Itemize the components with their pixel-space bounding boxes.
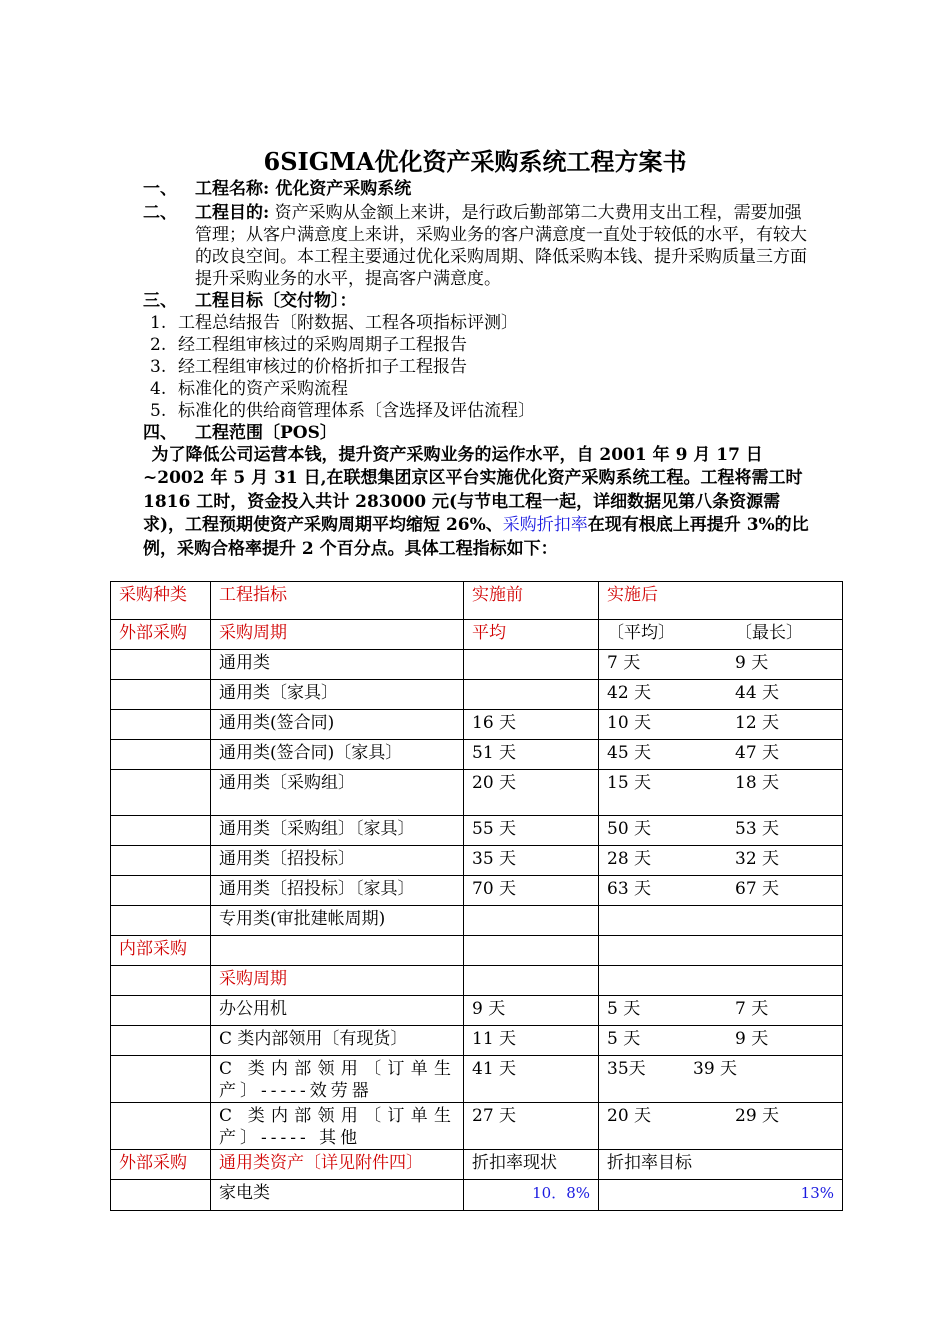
- table-row: 办公用机 9 天 5 天 7 天: [111, 996, 843, 1026]
- table-row: 内部采购: [111, 936, 843, 966]
- scope-text-1: 为了降低公司运营本钱，提升资产采购业务的运作水平，自 2001 年 9 月 17 日 ~2002 年 5 月 31 日,在联想集团京区平台实施优化资产采购系统工程。工程将需工时 1816 工时，资金投入共计 283000 元(与节电工程一起，详细数据见第八条资源需求)，工程预期使资产采购周期平均缩短 26%、: [143, 445, 803, 536]
- header-indicator: 工程指标: [211, 582, 464, 620]
- table-row: 通用类〔招投标〕〔家具〕 70 天 63 天 67 天: [111, 876, 843, 906]
- section-3-number: 三、: [143, 291, 177, 311]
- scope-text-2: 在现有根底上再提升 3%的比例，采购合格率提升 2 个百分点。具体工程指标如下：: [143, 515, 809, 559]
- section-1-label: 工程名称:: [195, 179, 270, 199]
- section-1-text: 优化资产采购系统: [269, 179, 412, 199]
- table-row: 通用类(签合同) 16 天 10 天 12 天: [111, 710, 843, 740]
- section-2-label: 工程目的:: [195, 203, 270, 223]
- table-row: C 类内部领用〔订单生产〕----- 其他 27 天 20 天 29 天: [111, 1103, 843, 1150]
- list-item: 5. 标准化的供给商管理体系〔含选择及评估流程〕: [150, 401, 535, 421]
- table-row: 外部采购 通用类资产〔详见附件四〕 折扣率现状 折扣率目标: [111, 1150, 843, 1180]
- table-row: 外部采购 采购周期 平均 〔平均〕 〔最长〕: [111, 620, 843, 650]
- table-row: C 类内部领用〔订单生产〕-----效劳器 41 天 35天 39 天: [111, 1056, 843, 1103]
- table-row: 通用类〔招投标〕 35 天 28 天 32 天: [111, 846, 843, 876]
- list-item: 3. 经工程组审核过的价格折扣子工程报告: [150, 357, 467, 377]
- table-row: 通用类〔家具〕 42 天 44 天: [111, 680, 843, 710]
- table-row: 专用类(审批建帐周期): [111, 906, 843, 936]
- table-row: 采购周期: [111, 966, 843, 996]
- indicator-table: [110, 581, 843, 1211]
- deliverables-list: [150, 312, 535, 422]
- list-item: 1. 工程总结报告〔附数据、工程各项指标评测〕: [150, 313, 518, 333]
- list-item: 2. 经工程组审核过的采购周期子工程报告: [150, 335, 467, 355]
- header-after: 实施后: [599, 582, 843, 620]
- section-1-number: 一、: [143, 179, 177, 199]
- header-category: 采购种类: [111, 582, 211, 620]
- table-row: C 类内部领用〔有现货〕 11 天 5 天 9 天: [111, 1026, 843, 1056]
- discount-rate-link[interactable]: 采购折扣率: [502, 515, 588, 536]
- section-3-label: 工程目标〔交付物〕：: [195, 291, 357, 311]
- list-item: 4. 标准化的资产采购流程: [150, 379, 348, 399]
- scope-paragraph: [143, 444, 811, 561]
- section-2-text: 资产采购从金额上来讲，是行政后勤部第二大费用支出工程，需要加强管理；从客户满意度上来讲，采购业务的客户满意度一直处于较低的水平，有较大的改良空间。本工程主要通过优化采购周期、降低采购本钱、提升采购质量三方面提升采购业务的水平，提高客户满意度。: [195, 203, 807, 289]
- table-row: 通用类 7 天 9 天: [111, 650, 843, 680]
- document-title: 6SIGMA优化资产采购系统工程方案书: [263, 147, 687, 176]
- section-2-number: 二、: [143, 203, 177, 223]
- table-row: 通用类〔采购组〕〔家具〕 55 天 50 天 53 天: [111, 816, 843, 846]
- table-row: 通用类(签合同)〔家具〕 51 天 45 天 47 天: [111, 740, 843, 770]
- table-row: 家电类 10．8% 13%: [111, 1180, 843, 1211]
- header-before: 实施前: [464, 582, 599, 620]
- section-4-number: 四、: [143, 423, 177, 443]
- section-4-label: 工程范围〔POS〕: [195, 423, 337, 443]
- table-row: 通用类〔采购组〕 20 天 15 天 18 天: [111, 770, 843, 816]
- table-header-row: [111, 582, 843, 620]
